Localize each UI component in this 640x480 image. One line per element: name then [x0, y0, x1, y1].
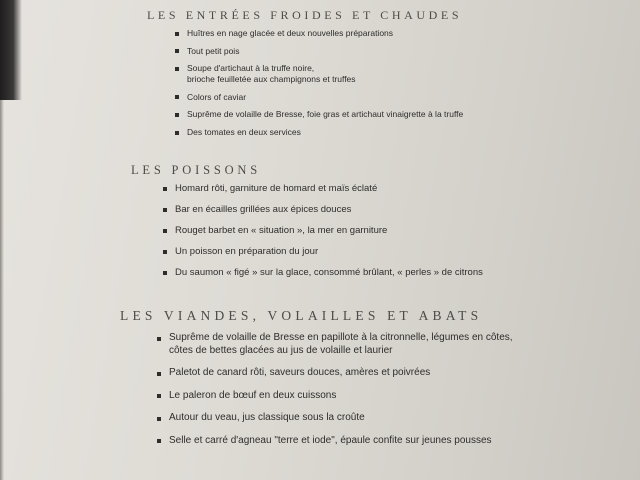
page-edge	[0, 100, 4, 480]
bullet-icon	[175, 67, 179, 71]
bullet-icon	[175, 113, 179, 117]
bullet-icon	[175, 32, 179, 36]
dish-text: Paletot de canard rôti, saveurs douces, amères et poivrées	[169, 367, 431, 378]
bullet-icon	[175, 49, 179, 53]
dish-item	[175, 109, 463, 120]
bullet-icon	[163, 187, 167, 191]
dish-text: Suprême de volaille de Bresse en papillote à la citronnelle, légumes en côtes,	[169, 332, 513, 343]
bullet-icon	[163, 250, 167, 254]
bullet-icon	[163, 271, 167, 275]
dish-text: Du saumon « figé » sur la glace, consommé brûlant, « perles » de citrons	[175, 266, 483, 278]
dish-text: brioche feuilletée aux champignons et truffes	[187, 73, 356, 84]
dish-item	[163, 246, 483, 258]
dish-item	[163, 225, 483, 237]
section-title-viandes: LES VIANDES, VOLAILLES ET ABATS	[120, 308, 483, 323]
dish-item	[175, 63, 463, 84]
dish-item	[163, 183, 483, 195]
bullet-icon	[163, 229, 167, 233]
dish-text: Suprême de volaille de Bresse, foie gras et artichaut vinaigrette à la truffe	[187, 109, 464, 120]
dish-text: côtes de bettes glacées au jus de volaille et laurier	[169, 344, 393, 356]
dish-item	[157, 367, 513, 380]
dish-text: Bar en écailles grillées aux épices douces	[175, 203, 352, 215]
section-title-poissons: LES POISSONS	[131, 163, 261, 177]
dish-item	[163, 204, 483, 216]
dish-item	[175, 127, 463, 138]
poissons-list	[163, 183, 483, 287]
dish-text: Autour du veau, jus classique sous la croûte	[169, 412, 365, 423]
bullet-icon	[157, 394, 161, 398]
dish-text: Soupe d'artichaut à la truffe noire,	[187, 63, 315, 74]
bullet-icon	[163, 208, 167, 212]
bullet-icon	[157, 439, 161, 443]
dish-text: Homard rôti, garniture de homard et maïs éclaté	[175, 183, 378, 194]
dish-item	[157, 435, 513, 448]
dish-text: Un poisson en préparation du jour	[175, 245, 319, 257]
bullet-icon	[157, 337, 161, 341]
dish-text: Huîtres en nage glacée et deux nouvelles préparations	[187, 28, 394, 38]
bullet-icon	[175, 95, 179, 99]
bullet-icon	[157, 417, 161, 421]
dish-text: Selle et carré d'agneau "terre et iode", épaule confite sur jeunes pousses	[169, 434, 492, 446]
dish-item	[157, 332, 513, 357]
viandes-list	[157, 332, 513, 457]
dish-item	[175, 92, 463, 103]
dish-item	[175, 46, 463, 57]
dish-text: Colors of caviar	[187, 91, 247, 102]
dish-text: Tout petit pois	[187, 45, 240, 56]
dish-item	[175, 28, 463, 39]
bullet-icon	[175, 131, 179, 135]
dish-text: Rouget barbet en « situation », la mer en garniture	[175, 224, 388, 236]
bullet-icon	[157, 372, 161, 376]
dish-item	[157, 412, 513, 425]
section-title-entrees: LES ENTRÉES FROIDES ET CHAUDES	[147, 8, 463, 22]
page-shadow	[0, 0, 22, 100]
dish-text: Des tomates en deux services	[187, 126, 301, 137]
dish-text: Le paleron de bœuf en deux cuissons	[169, 389, 337, 401]
entrees-list	[175, 28, 463, 144]
dish-item	[157, 390, 513, 403]
dish-item	[163, 267, 483, 279]
